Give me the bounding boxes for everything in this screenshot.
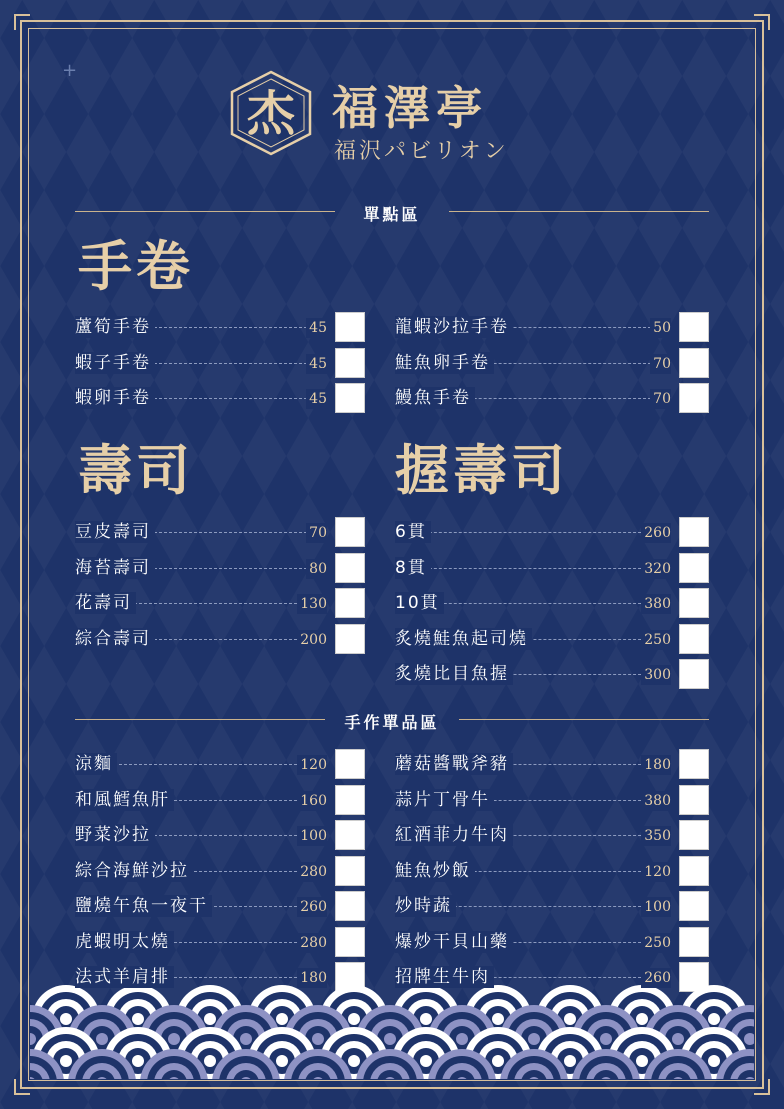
- item-name: 紅酒菲力牛肉: [395, 824, 513, 846]
- order-checkbox[interactable]: [679, 749, 709, 779]
- order-checkbox[interactable]: [679, 785, 709, 815]
- item-name: 8貫: [395, 557, 431, 579]
- corner-ornament: [754, 1079, 770, 1095]
- order-checkbox[interactable]: [335, 517, 365, 547]
- order-checkbox[interactable]: [679, 383, 709, 413]
- menu-item: [395, 927, 709, 957]
- section-divider-single: [75, 202, 709, 224]
- item-price: 180: [641, 755, 671, 775]
- item-price: 50: [650, 318, 671, 338]
- item-price: 260: [297, 897, 327, 917]
- menu-item: [75, 785, 365, 815]
- corner-ornament: [14, 14, 30, 30]
- menu-item: [395, 891, 709, 921]
- item-name: 炙燒比目魚握: [395, 663, 513, 685]
- item-name: 涼麵: [75, 753, 117, 775]
- order-checkbox[interactable]: [335, 348, 365, 378]
- item-name: 蝦卵手卷: [75, 387, 155, 409]
- menu-item: [395, 383, 709, 413]
- menu-item: [75, 312, 365, 342]
- item-name: 炒時蔬: [395, 895, 456, 917]
- menu-item: [75, 856, 365, 886]
- menu-item: [75, 588, 365, 618]
- item-price: 200: [297, 630, 327, 650]
- menu-item: [75, 820, 365, 850]
- order-checkbox[interactable]: [679, 659, 709, 689]
- menu-item: [75, 749, 365, 779]
- logo-character: 杰: [246, 86, 296, 142]
- menu-item: [75, 927, 365, 957]
- seigaiha-wave-pattern: [30, 979, 754, 1079]
- order-checkbox[interactable]: [335, 856, 365, 886]
- order-checkbox[interactable]: [335, 383, 365, 413]
- item-name: 和風鱈魚肝: [75, 789, 174, 811]
- item-name: 6貫: [395, 521, 431, 543]
- item-name: 招牌生牛肉: [395, 966, 494, 988]
- menu-item: [75, 891, 365, 921]
- item-name: 蘑菇醬戰斧豬: [395, 753, 513, 775]
- item-price: 160: [297, 791, 327, 811]
- section-title: 單點區: [363, 205, 421, 224]
- item-price: 260: [641, 523, 671, 543]
- order-checkbox[interactable]: [335, 820, 365, 850]
- category-handroll: 手卷: [78, 234, 194, 298]
- item-name: 鮭魚炒飯: [395, 860, 475, 882]
- brand-name: 福澤亭: [332, 81, 488, 135]
- menu-item: [395, 749, 709, 779]
- item-price: 120: [641, 862, 671, 882]
- item-price: 260: [641, 968, 671, 988]
- dotted-leader: [399, 532, 651, 533]
- item-price: 320: [641, 559, 671, 579]
- item-price: 130: [297, 594, 327, 614]
- item-price: 45: [306, 318, 327, 338]
- menu-item: [75, 383, 365, 413]
- corner-ornament: [14, 1079, 30, 1095]
- item-price: 280: [297, 933, 327, 953]
- menu-item: [75, 517, 365, 547]
- order-checkbox[interactable]: [679, 927, 709, 957]
- item-price: 100: [297, 826, 327, 846]
- dotted-leader: [399, 568, 651, 569]
- item-name: 豆皮壽司: [75, 521, 155, 543]
- order-checkbox[interactable]: [335, 927, 365, 957]
- item-price: 380: [641, 791, 671, 811]
- order-checkbox[interactable]: [679, 856, 709, 886]
- menu-item: [395, 312, 709, 342]
- menu-item: [395, 820, 709, 850]
- item-name: 虎蝦明太燒: [75, 931, 174, 953]
- item-name: 法式羊肩排: [75, 966, 174, 988]
- menu-item: [395, 553, 709, 583]
- item-price: 45: [306, 354, 327, 374]
- brand-name-japanese: 福沢パビリオン: [334, 139, 509, 164]
- item-name: 爆炒干貝山藥: [395, 931, 513, 953]
- menu-item: [75, 553, 365, 583]
- menu-item: [395, 348, 709, 378]
- item-price: 80: [306, 559, 327, 579]
- item-price: 180: [297, 968, 327, 988]
- section-divider-handmade: [75, 710, 709, 732]
- item-name: 鹽燒午魚一夜干: [75, 895, 212, 917]
- item-name: 海苔壽司: [75, 557, 155, 579]
- item-price: 45: [306, 389, 327, 409]
- item-name: 蒜片丁骨牛: [395, 789, 494, 811]
- corner-ornament: [754, 14, 770, 30]
- item-name: 鮭魚卵手卷: [395, 352, 494, 374]
- menu-item: [395, 659, 709, 689]
- brand-logo: [228, 70, 314, 156]
- order-checkbox[interactable]: [335, 891, 365, 921]
- item-name: 10貫: [395, 592, 444, 614]
- menu-item: [395, 588, 709, 618]
- menu-item: [395, 624, 709, 654]
- order-checkbox[interactable]: [335, 785, 365, 815]
- order-checkbox[interactable]: [679, 553, 709, 583]
- plus-icon: +: [62, 60, 78, 81]
- order-checkbox[interactable]: [679, 820, 709, 850]
- item-name: 炙燒鮭魚起司燒: [395, 628, 532, 650]
- order-checkbox[interactable]: [335, 749, 365, 779]
- item-name: 蘆筍手卷: [75, 316, 155, 338]
- item-price: 250: [641, 630, 671, 650]
- item-price: 120: [297, 755, 327, 775]
- item-price: 100: [641, 897, 671, 917]
- menu-item: [395, 517, 709, 547]
- category-sushi: 壽司: [78, 438, 194, 502]
- item-price: 70: [650, 354, 671, 374]
- order-checkbox[interactable]: [335, 553, 365, 583]
- item-price: 300: [641, 665, 671, 685]
- item-name: 蝦子手卷: [75, 352, 155, 374]
- category-nigiri: 握壽司: [395, 438, 569, 502]
- order-checkbox[interactable]: [679, 624, 709, 654]
- order-checkbox[interactable]: [679, 312, 709, 342]
- item-name: 綜合海鮮沙拉: [75, 860, 193, 882]
- item-name: 野菜沙拉: [75, 824, 155, 846]
- item-name: 綜合壽司: [75, 628, 155, 650]
- menu-item: [75, 348, 365, 378]
- menu-item: [395, 856, 709, 886]
- order-checkbox[interactable]: [335, 312, 365, 342]
- item-price: 70: [306, 523, 327, 543]
- item-name: 鰻魚手卷: [395, 387, 475, 409]
- item-price: 280: [297, 862, 327, 882]
- order-checkbox[interactable]: [679, 588, 709, 618]
- order-checkbox[interactable]: [679, 517, 709, 547]
- order-checkbox[interactable]: [335, 588, 365, 618]
- item-price: 380: [641, 594, 671, 614]
- order-checkbox[interactable]: [679, 348, 709, 378]
- item-price: 70: [650, 389, 671, 409]
- order-checkbox[interactable]: [335, 624, 365, 654]
- menu-item: [395, 785, 709, 815]
- order-checkbox[interactable]: [679, 891, 709, 921]
- item-price: 350: [641, 826, 671, 846]
- item-name: 龍蝦沙拉手卷: [395, 316, 513, 338]
- menu-item: [75, 624, 365, 654]
- item-price: 250: [641, 933, 671, 953]
- section-title: 手作單品區: [344, 713, 440, 732]
- item-name: 花壽司: [75, 592, 136, 614]
